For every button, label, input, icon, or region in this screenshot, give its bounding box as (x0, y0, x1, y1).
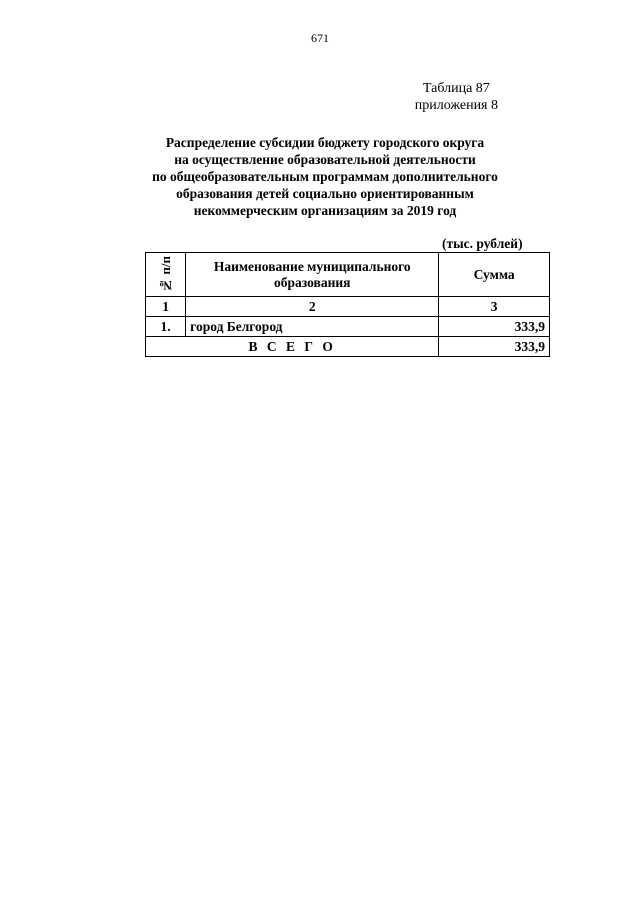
table-ref-line-1: Таблица 87 (422, 81, 490, 96)
header-name-cell (186, 253, 439, 297)
title-line: по общеобразовательным программам дополнительного (152, 169, 498, 184)
table-ref-line-2: приложения 8 (414, 98, 498, 113)
index-cell: 1 (146, 297, 186, 317)
row-sum-cell: 333,9 (439, 317, 550, 337)
total-row (146, 337, 550, 357)
title-line: некоммерческим организациям за 2019 год (193, 203, 457, 218)
header-num-label: № п/п (157, 256, 173, 293)
units-label: (тыс. рублей) (442, 236, 523, 251)
header-num-cell (146, 253, 186, 297)
title-line: Распределение субсидии бюджету городского округа (165, 135, 485, 150)
row-num-cell: 1. (146, 317, 186, 337)
header-name-label: Наименование муниципального образования (213, 258, 411, 290)
column-index-row (146, 297, 550, 317)
title-line: на осуществление образовательной деятельности (174, 152, 476, 167)
header-sum-label: Сумма (473, 266, 515, 282)
table-row (146, 317, 550, 337)
index-cell: 3 (439, 297, 550, 317)
index-cell: 2 (186, 297, 439, 317)
title-line: образования детей социально ориентированным (176, 186, 474, 201)
row-name-cell: город Белгород (186, 317, 439, 337)
total-label-cell: В С Е Г О (146, 337, 439, 357)
table-header-row (146, 253, 550, 297)
subsidy-table (145, 252, 550, 357)
document-title (130, 134, 520, 219)
page-number: 671 (311, 31, 329, 45)
table-reference (415, 80, 498, 114)
total-sum-cell: 333,9 (439, 337, 550, 357)
header-sum-cell (439, 253, 550, 297)
